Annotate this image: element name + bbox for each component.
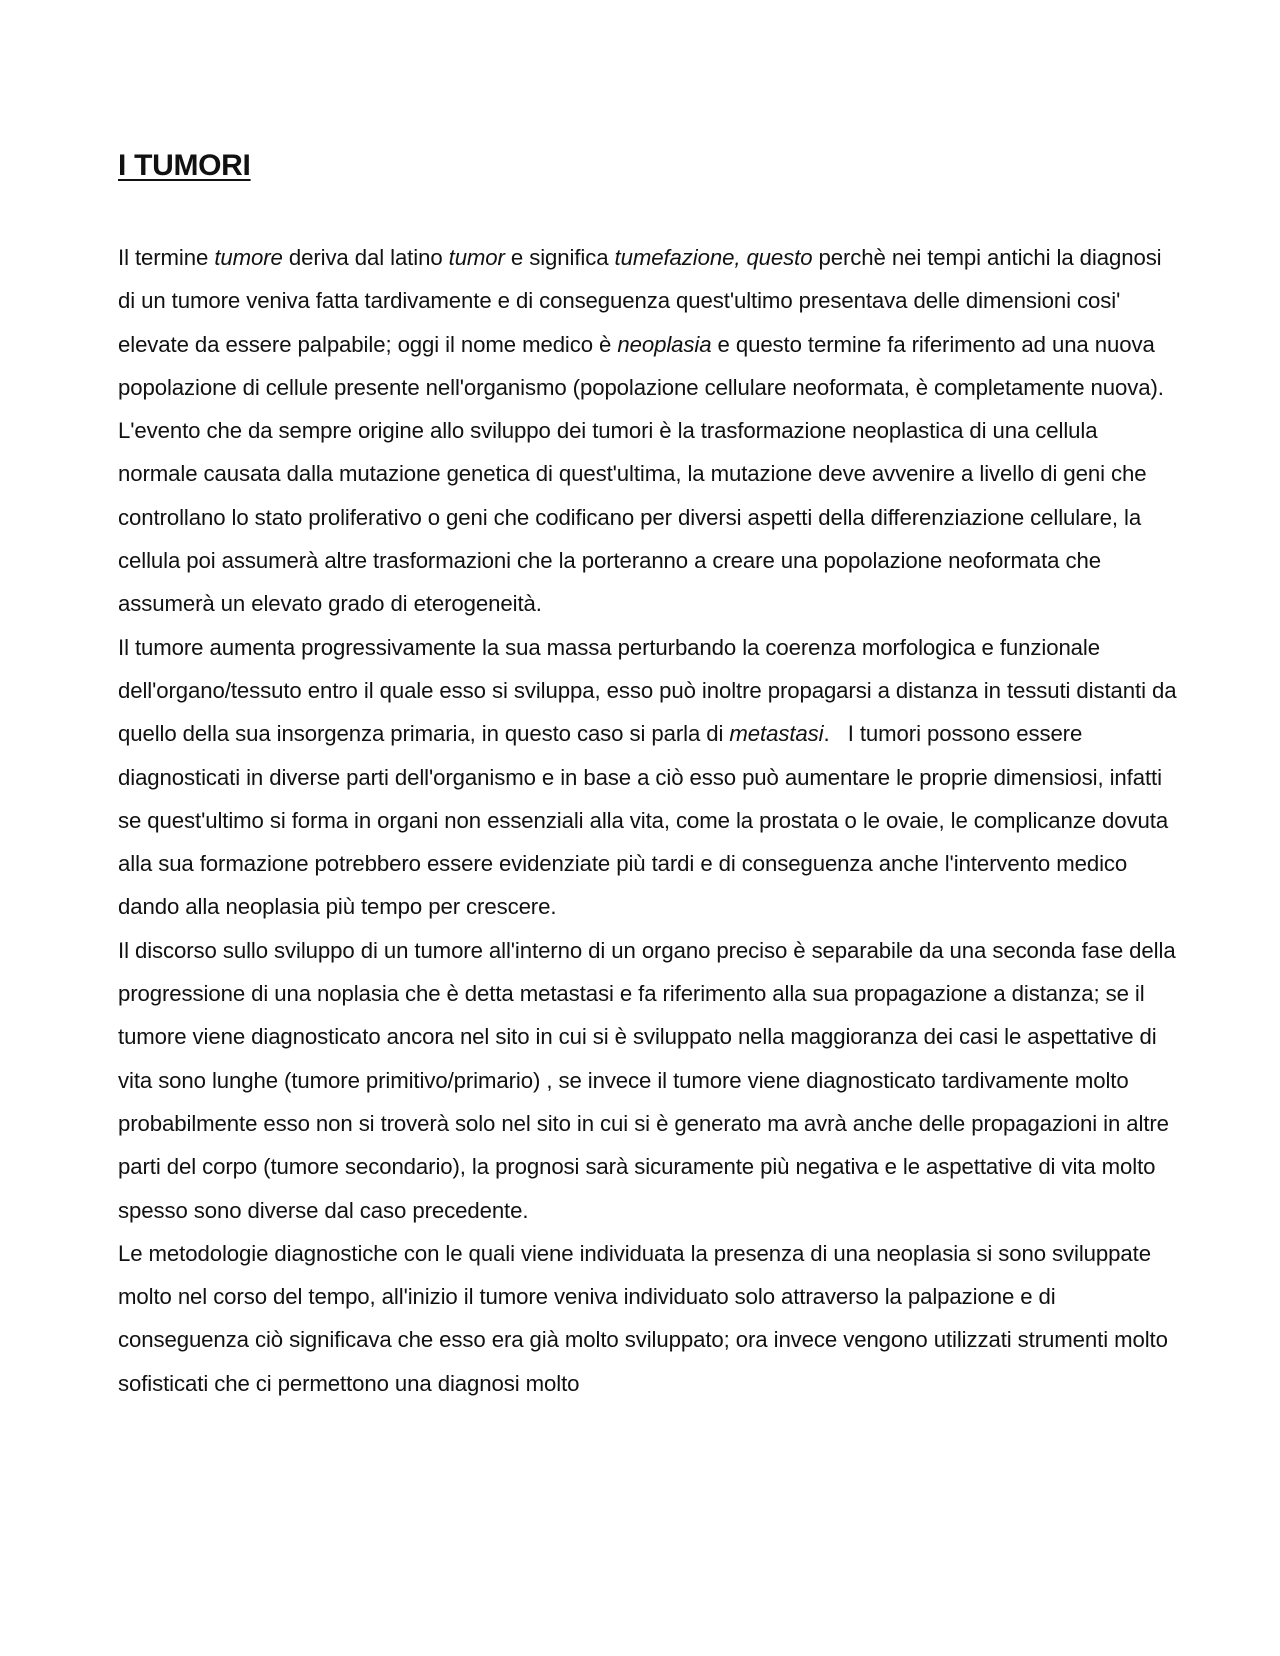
paragraph-2 <box>118 626 1180 929</box>
paragraph-1-text-5: e questo termine fa riferimento ad una nuova popolazione di cellule presente nell'organismo (popolazione cellulare neoformata, è completamente nuova). L'evento che da sempre origine allo sviluppo dei tumori è la trasformazione neoplastica di una cellula normale causata dalla mutazione genetica di quest'ultima, la mutazione deve avvenire a livello di geni che controllano lo stato proliferativo o geni che codificano per diversi aspetti della differenziazione cellulare, la cellula poi assumerà altre trasformazioni che la porteranno a creare una popolazione neoformata che assumerà un elevato grado di eterogeneità. <box>118 331 1164 617</box>
paragraph-1-text-2: deriva dal latino <box>282 245 449 270</box>
document-title: I TUMORI <box>118 149 251 182</box>
paragraph-1 <box>118 236 1180 626</box>
paragraph-3: Il discorso sullo sviluppo di un tumore all'interno di un organo preciso è separabile da una seconda fase della progressione di una noplasia che è detta metastasi e fa riferimento alla sua propagazione a distanza; se il tumore viene diagnosticato ancora nel sito in cui si è sviluppato nella maggioranza dei casi le aspettative di vita sono lunghe (tumore primitivo/primario) , se invece il tumore viene diagnosticato tardivamente molto probabilmente esso non si troverà solo nel sito in cui si è generato ma avrà anche delle propagazioni in altre parti del corpo (tumore secondario), la prognosi sarà sicuramente più negativa e le aspettative di vita molto spesso sono diverse dal caso precedente. <box>118 937 1176 1223</box>
paragraph-1-text-3: e significa <box>504 245 615 270</box>
document-body <box>118 236 1180 1405</box>
paragraph-1-italic-4: neoplasia <box>617 331 712 357</box>
paragraph-2-text-1: Il tumore aumenta progressivamente la sua massa perturbando la coerenza morfologica e funzionale dell'organo/tessuto entro il quale esso si sviluppa, esso può inoltre propagarsi a distanza in tessuti distanti da quello della sua insorgenza primaria, in questo caso si parla di <box>118 634 1177 747</box>
paragraph-1-italic-2: tumor <box>448 245 505 270</box>
paragraph-4: Le metodologie diagnostiche con le quali viene individuata la presenza di una neoplasia si sono sviluppate molto nel corso del tempo, all'inizio il tumore veniva individuato solo attraverso la palpazione e di conseguenza ciò significava che esso era già molto sviluppato; ora invece vengono utilizzati strumenti molto sofisticati che ci permettono una diagnosi molto <box>118 1240 1168 1396</box>
document-content <box>118 148 1180 1405</box>
paragraph-1-text-1: Il termine <box>118 245 215 270</box>
paragraph-2-text-2: . I tumori possono essere diagnosticati in diverse parti dell'organismo e in base a ciò esso può aumentare le proprie dimensiosi, infatti se quest'ultimo si forma in organi non essenziali alla vita, come la prostata o le ovaie, le complicanze dovuta alla sua formazione potrebbero essere evidenziate più tardi e di conseguenza anche l'intervento medico dando alla neoplasia più tempo per crescere. <box>118 721 1175 920</box>
paragraph-1-italic-3: tumefazione, questo <box>614 245 813 270</box>
paragraph-1-text-4: perchè nei tempi antichi la diagnosi di un tumore veniva fatta tardivamente e di conseguenza quest'ultimo presentava delle dimensioni cosi' elevate da essere palpabile; oggi il nome medico è <box>118 245 1162 357</box>
paragraph-2-italic-1: metastasi <box>729 721 824 747</box>
paragraph-1-italic-1: tumore <box>214 245 283 270</box>
